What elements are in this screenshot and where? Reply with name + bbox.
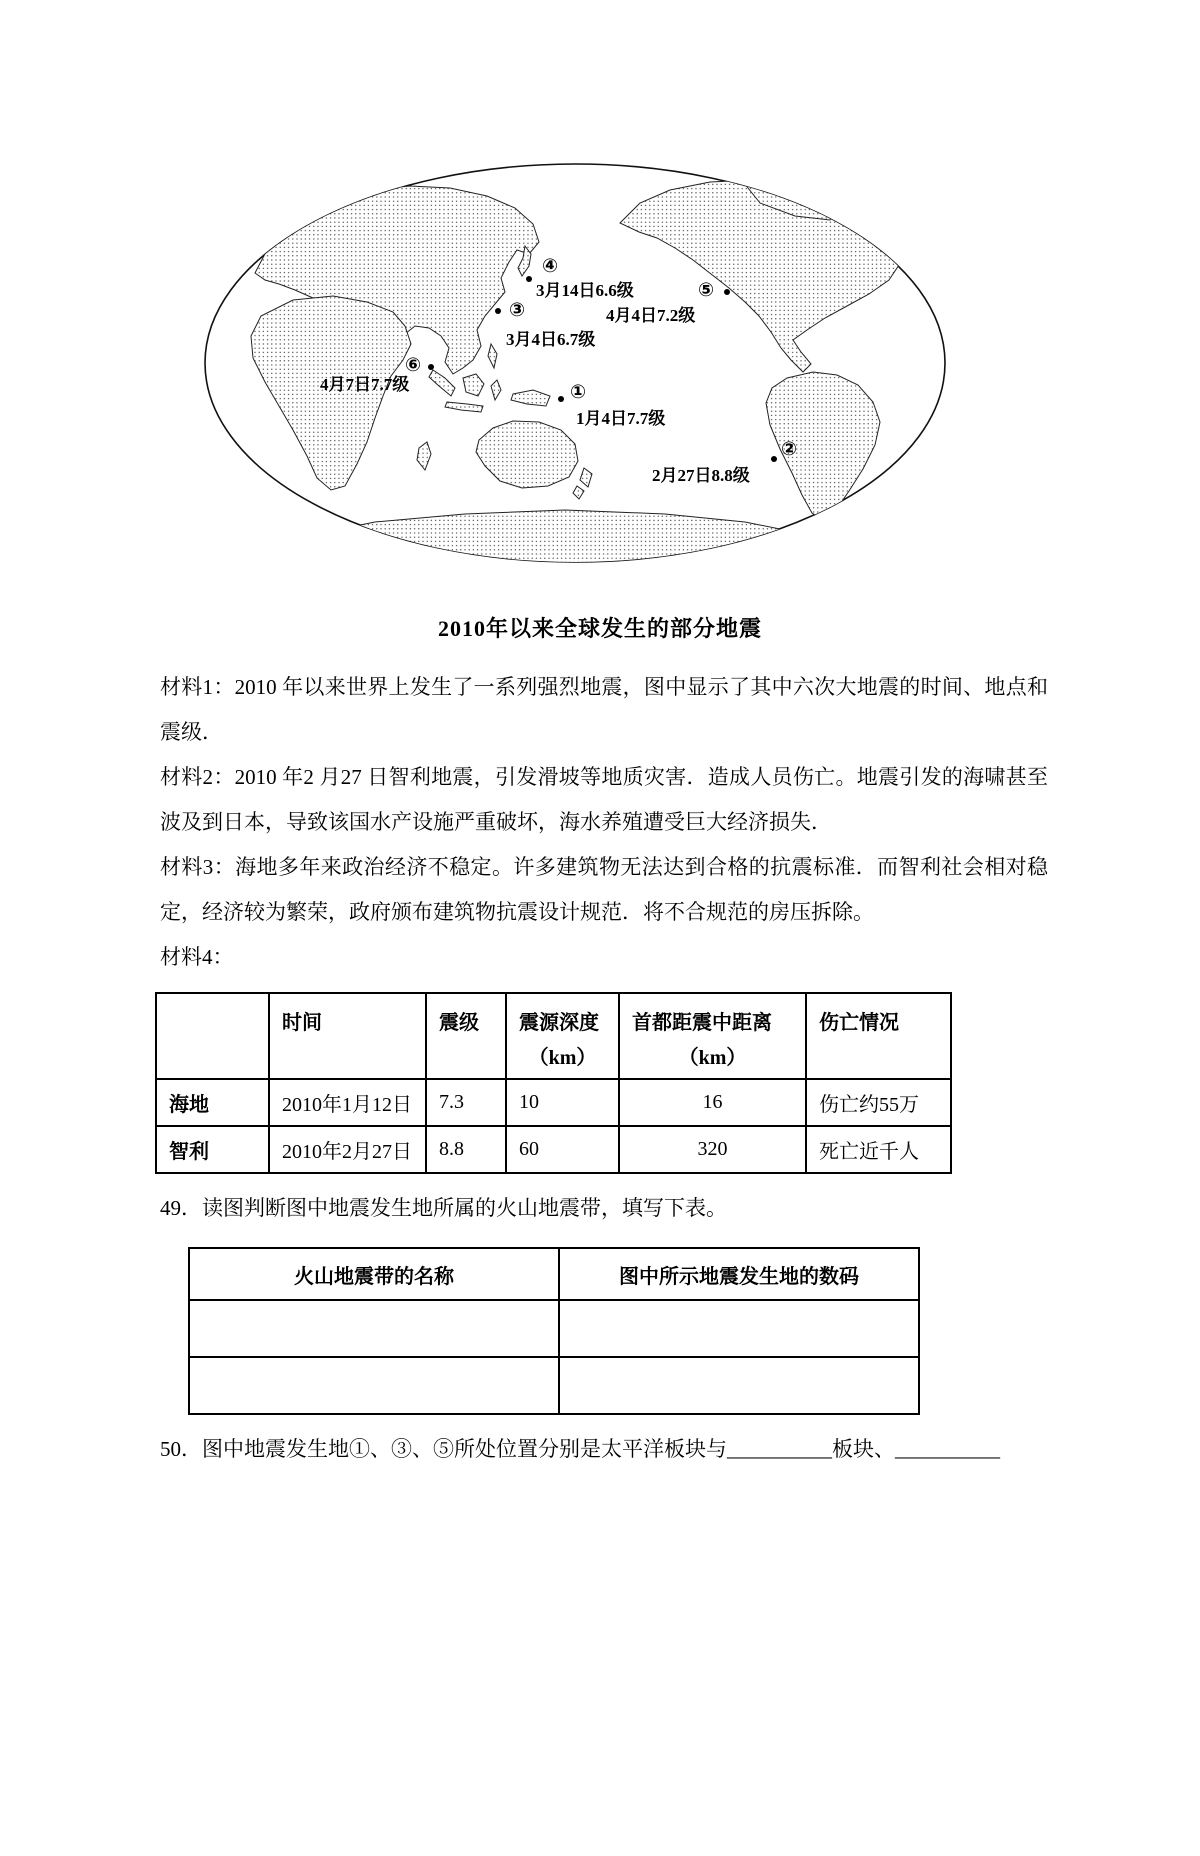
cell-time: 2010年2月27日 <box>269 1126 426 1173</box>
answer-cell-blank <box>559 1300 919 1357</box>
material-4: 材料4： <box>160 945 234 969</box>
header-casualty: 伤亡情况 <box>806 993 951 1079</box>
question-49: 49．读图判断图中地震发生地所属的火山地震带，填写下表。 <box>160 1196 727 1220</box>
island-borneo <box>463 374 484 396</box>
row-label: 智利 <box>156 1126 269 1173</box>
quake-marker-number: ⑤ <box>697 279 715 301</box>
cell-depth: 10 <box>506 1079 619 1126</box>
quake-epicenter-dot <box>558 396 564 402</box>
continent-north-america <box>620 180 901 372</box>
island-java <box>445 402 483 412</box>
quake-marker-label: 3月4日6.7级 <box>506 330 596 349</box>
quake-epicenter-dot <box>771 456 777 462</box>
world-map <box>195 158 955 568</box>
cell-magnitude: 8.8 <box>426 1126 506 1173</box>
island-new-zealand <box>580 468 592 487</box>
quake-marker-number: ① <box>569 381 587 403</box>
island-new-guinea <box>511 390 550 406</box>
continents <box>251 168 901 568</box>
cell-distance: 16 <box>619 1079 806 1126</box>
answer-cell-blank <box>189 1300 559 1357</box>
quake-marker-label: 2月27日8.8级 <box>652 466 750 485</box>
map-figure <box>195 158 955 568</box>
question-50: 50．图中地震发生地①、③、⑤所处位置分别是太平洋板块与__________板块、__________ <box>160 1437 1000 1461</box>
header-distance <box>619 993 806 1079</box>
table-header-row <box>156 993 951 1079</box>
table-row-chile <box>156 1126 951 1173</box>
continent-australia <box>476 421 578 488</box>
quake-epicenter-dot <box>428 364 434 370</box>
header-time: 时间 <box>269 993 426 1079</box>
answer-table <box>188 1247 920 1415</box>
quake-epicenter-dot <box>495 308 501 314</box>
header-depth-unit: （km） <box>528 1047 597 1069</box>
header-depth <box>506 993 619 1079</box>
material-1: 材料1：2010 年以来世界上发生了一系列强烈地震，图中显示了其中六次大地震的时间、地点和震级． <box>160 675 1048 744</box>
header-depth-label: 震源深度 <box>519 1012 599 1034</box>
continent-antarctica <box>295 510 815 568</box>
material-3: 材料3：海地多年来政治经济不稳定。许多建筑物无法达到合格的抗震标准．而智利社会相对稳定，经济较为繁荣，政府颁布建筑物抗震设计规范．将不合规范的房压拆除。 <box>160 855 1048 924</box>
quake-marker-number: ③ <box>508 299 526 321</box>
answer-row-1 <box>189 1300 919 1357</box>
header-magnitude: 震级 <box>426 993 506 1079</box>
cell-magnitude: 7.3 <box>426 1079 506 1126</box>
quake-marker-label: 1月4日7.7级 <box>576 409 666 428</box>
answer-cell-blank <box>559 1357 919 1414</box>
map-caption: 2010年以来全球发生的部分地震 <box>437 616 762 641</box>
island-sumatra <box>429 370 455 396</box>
island-madagascar <box>417 442 431 470</box>
quake-marker-number: ② <box>780 438 798 460</box>
island-philippines <box>488 344 497 368</box>
quake-marker-label: 4月7日7.7级 <box>320 375 410 394</box>
answer-cell-blank <box>189 1357 559 1414</box>
cell-depth: 60 <box>506 1126 619 1173</box>
quake-comparison-table <box>155 992 952 1174</box>
quake-epicenter-dot <box>526 276 532 282</box>
row-label: 海地 <box>156 1079 269 1126</box>
cell-time: 2010年1月12日 <box>269 1079 426 1126</box>
answer-header-quake-codes: 图中所示地震发生地的数码 <box>559 1248 919 1300</box>
cell-distance: 320 <box>619 1126 806 1173</box>
answer-header-belt-name: 火山地震带的名称 <box>189 1248 559 1300</box>
answer-row-2 <box>189 1357 919 1414</box>
quake-marker-label: 4月4日7.2级 <box>606 306 696 325</box>
material-2: 材料2：2010 年2 月27 日智利地震，引发滑坡等地质灾害．造成人员伤亡。地震引发的海啸甚至波及到日本，导致该国水产设施严重破坏，海水养殖遭受巨大经济损失． <box>160 765 1048 834</box>
header-empty <box>156 993 269 1079</box>
header-distance-label: 首都距震中距离 <box>632 1012 772 1034</box>
cell-casualty: 伤亡约55万 <box>806 1079 951 1126</box>
quake-marker-label: 3月14日6.6级 <box>536 281 634 300</box>
island-sulawesi <box>491 380 501 400</box>
quake-marker-number: ④ <box>541 255 559 277</box>
quake-epicenter-dot <box>724 289 730 295</box>
answer-header-row <box>189 1248 919 1300</box>
table-row-haiti <box>156 1079 951 1126</box>
document-body <box>160 665 1048 1472</box>
quake-marker-number: ⑥ <box>404 354 422 376</box>
island-new-zealand-south <box>573 486 584 499</box>
cell-casualty: 死亡近千人 <box>806 1126 951 1173</box>
header-distance-unit: （km） <box>678 1047 747 1069</box>
